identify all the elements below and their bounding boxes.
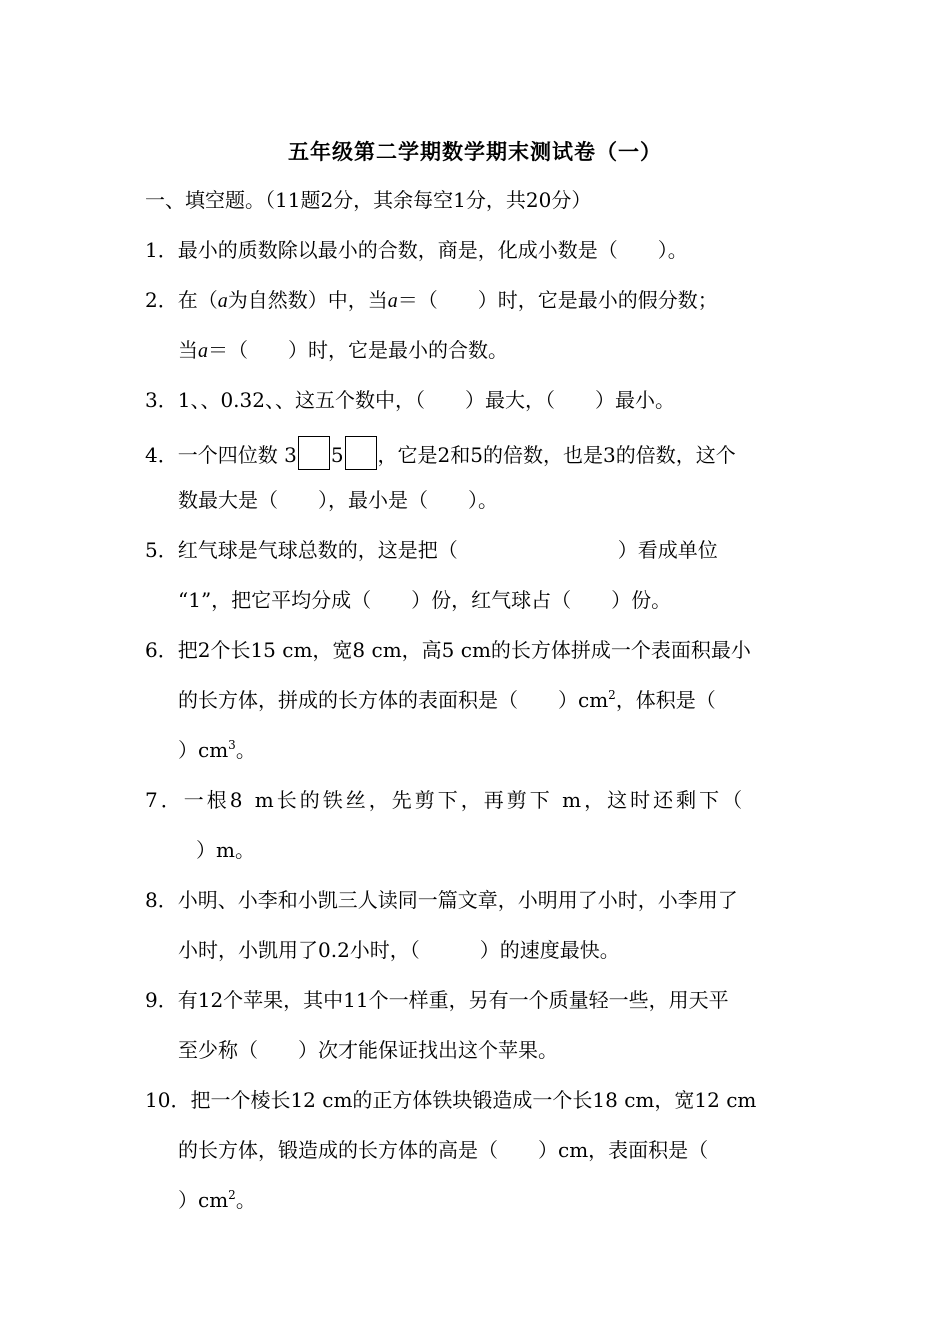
q2-variable: a <box>217 290 228 312</box>
q2-text: 2．在（ <box>145 288 218 312</box>
question-2-line-2 <box>178 336 508 365</box>
question-5-line-2: “1”，把它平均分成（ ）份，红气球占（ ）份。 <box>178 588 672 612</box>
q6-text: 的长方体，拼成的长方体的表面积是（ ）cm <box>178 688 609 712</box>
question-10-line-2: 的长方体，锻造成的长方体的高是（ ）cm，表面积是（ <box>178 1138 709 1162</box>
question-1: 1．最小的质数除以最小的合数，商是，化成小数是（ ）。 <box>145 238 688 262</box>
question-9-line-2: 至少称（ ）次才能保证找出这个苹果。 <box>178 1038 558 1062</box>
digit-box[interactable] <box>345 436 377 470</box>
q4-text: 4．一个四位数 3 <box>145 443 297 467</box>
q6-text: ，体积是（ <box>615 688 716 712</box>
digit-box[interactable] <box>298 436 330 470</box>
question-9-line-1: 9．有12个苹果，其中11个一样重，另有一个质量轻一些，用天平 <box>145 988 729 1012</box>
superscript: 2 <box>228 1188 236 1202</box>
page-title: 五年级第二学期数学期末测试卷（一） <box>288 140 662 164</box>
question-10-line-1: 10．把一个棱长12 cm的正方体铁块锻造成一个长18 cm，宽12 cm <box>145 1088 757 1112</box>
question-4-line-1 <box>145 436 736 470</box>
q4-text: ，它是2和5的倍数，也是3的倍数，这个 <box>377 443 736 467</box>
question-3: 3．1、、0.32、、这五个数中，（ ）最大，（ ）最小。 <box>145 388 675 412</box>
question-5-line-1: 5．红气球是气球总数的，这是把（ ）看成单位 <box>145 538 718 562</box>
question-6-line-1: 6．把2个长15 cm，宽8 cm，高5 cm的长方体拼成一个表面积最小 <box>145 638 751 662</box>
section-heading: 一、填空题。（11题2分，其余每空1分，共20分） <box>145 188 592 212</box>
question-10-line-3 <box>178 1186 256 1214</box>
question-8-line-1: 8．小明、小李和小凯三人读同一篇文章，小明用了小时，小李用了 <box>145 888 738 912</box>
question-7-line-2: ）m。 <box>196 838 255 862</box>
q2-text: 为自然数）中，当 <box>227 288 388 312</box>
q2-variable: a <box>387 290 398 312</box>
question-6-line-2 <box>178 686 716 714</box>
question-2-line-1 <box>145 286 718 315</box>
q2-text: ＝（ ）时，它是最小的合数。 <box>208 338 508 362</box>
question-7-line-1: 7．一根8 m长的铁丝，先剪下，再剪下 m，这时还剩下（ <box>145 788 746 812</box>
superscript: 2 <box>608 688 616 702</box>
q2-text: 当 <box>178 338 198 362</box>
q10-text: 。 <box>235 1188 256 1212</box>
q6-text: 。 <box>235 738 256 762</box>
q6-text: ）cm <box>178 738 229 762</box>
question-8-line-2: 小时，小凯用了0.2小时，（ ）的速度最快。 <box>178 938 620 962</box>
question-6-line-3 <box>178 736 256 764</box>
q2-variable: a <box>198 340 208 362</box>
q2-text: ＝（ ）时，它是最小的假分数； <box>397 288 718 312</box>
superscript: 3 <box>228 738 236 752</box>
q10-text: ）cm <box>178 1188 229 1212</box>
q4-text: 5 <box>330 443 344 467</box>
question-4-line-2: 数最大是（ ），最小是（ ）。 <box>178 488 498 512</box>
